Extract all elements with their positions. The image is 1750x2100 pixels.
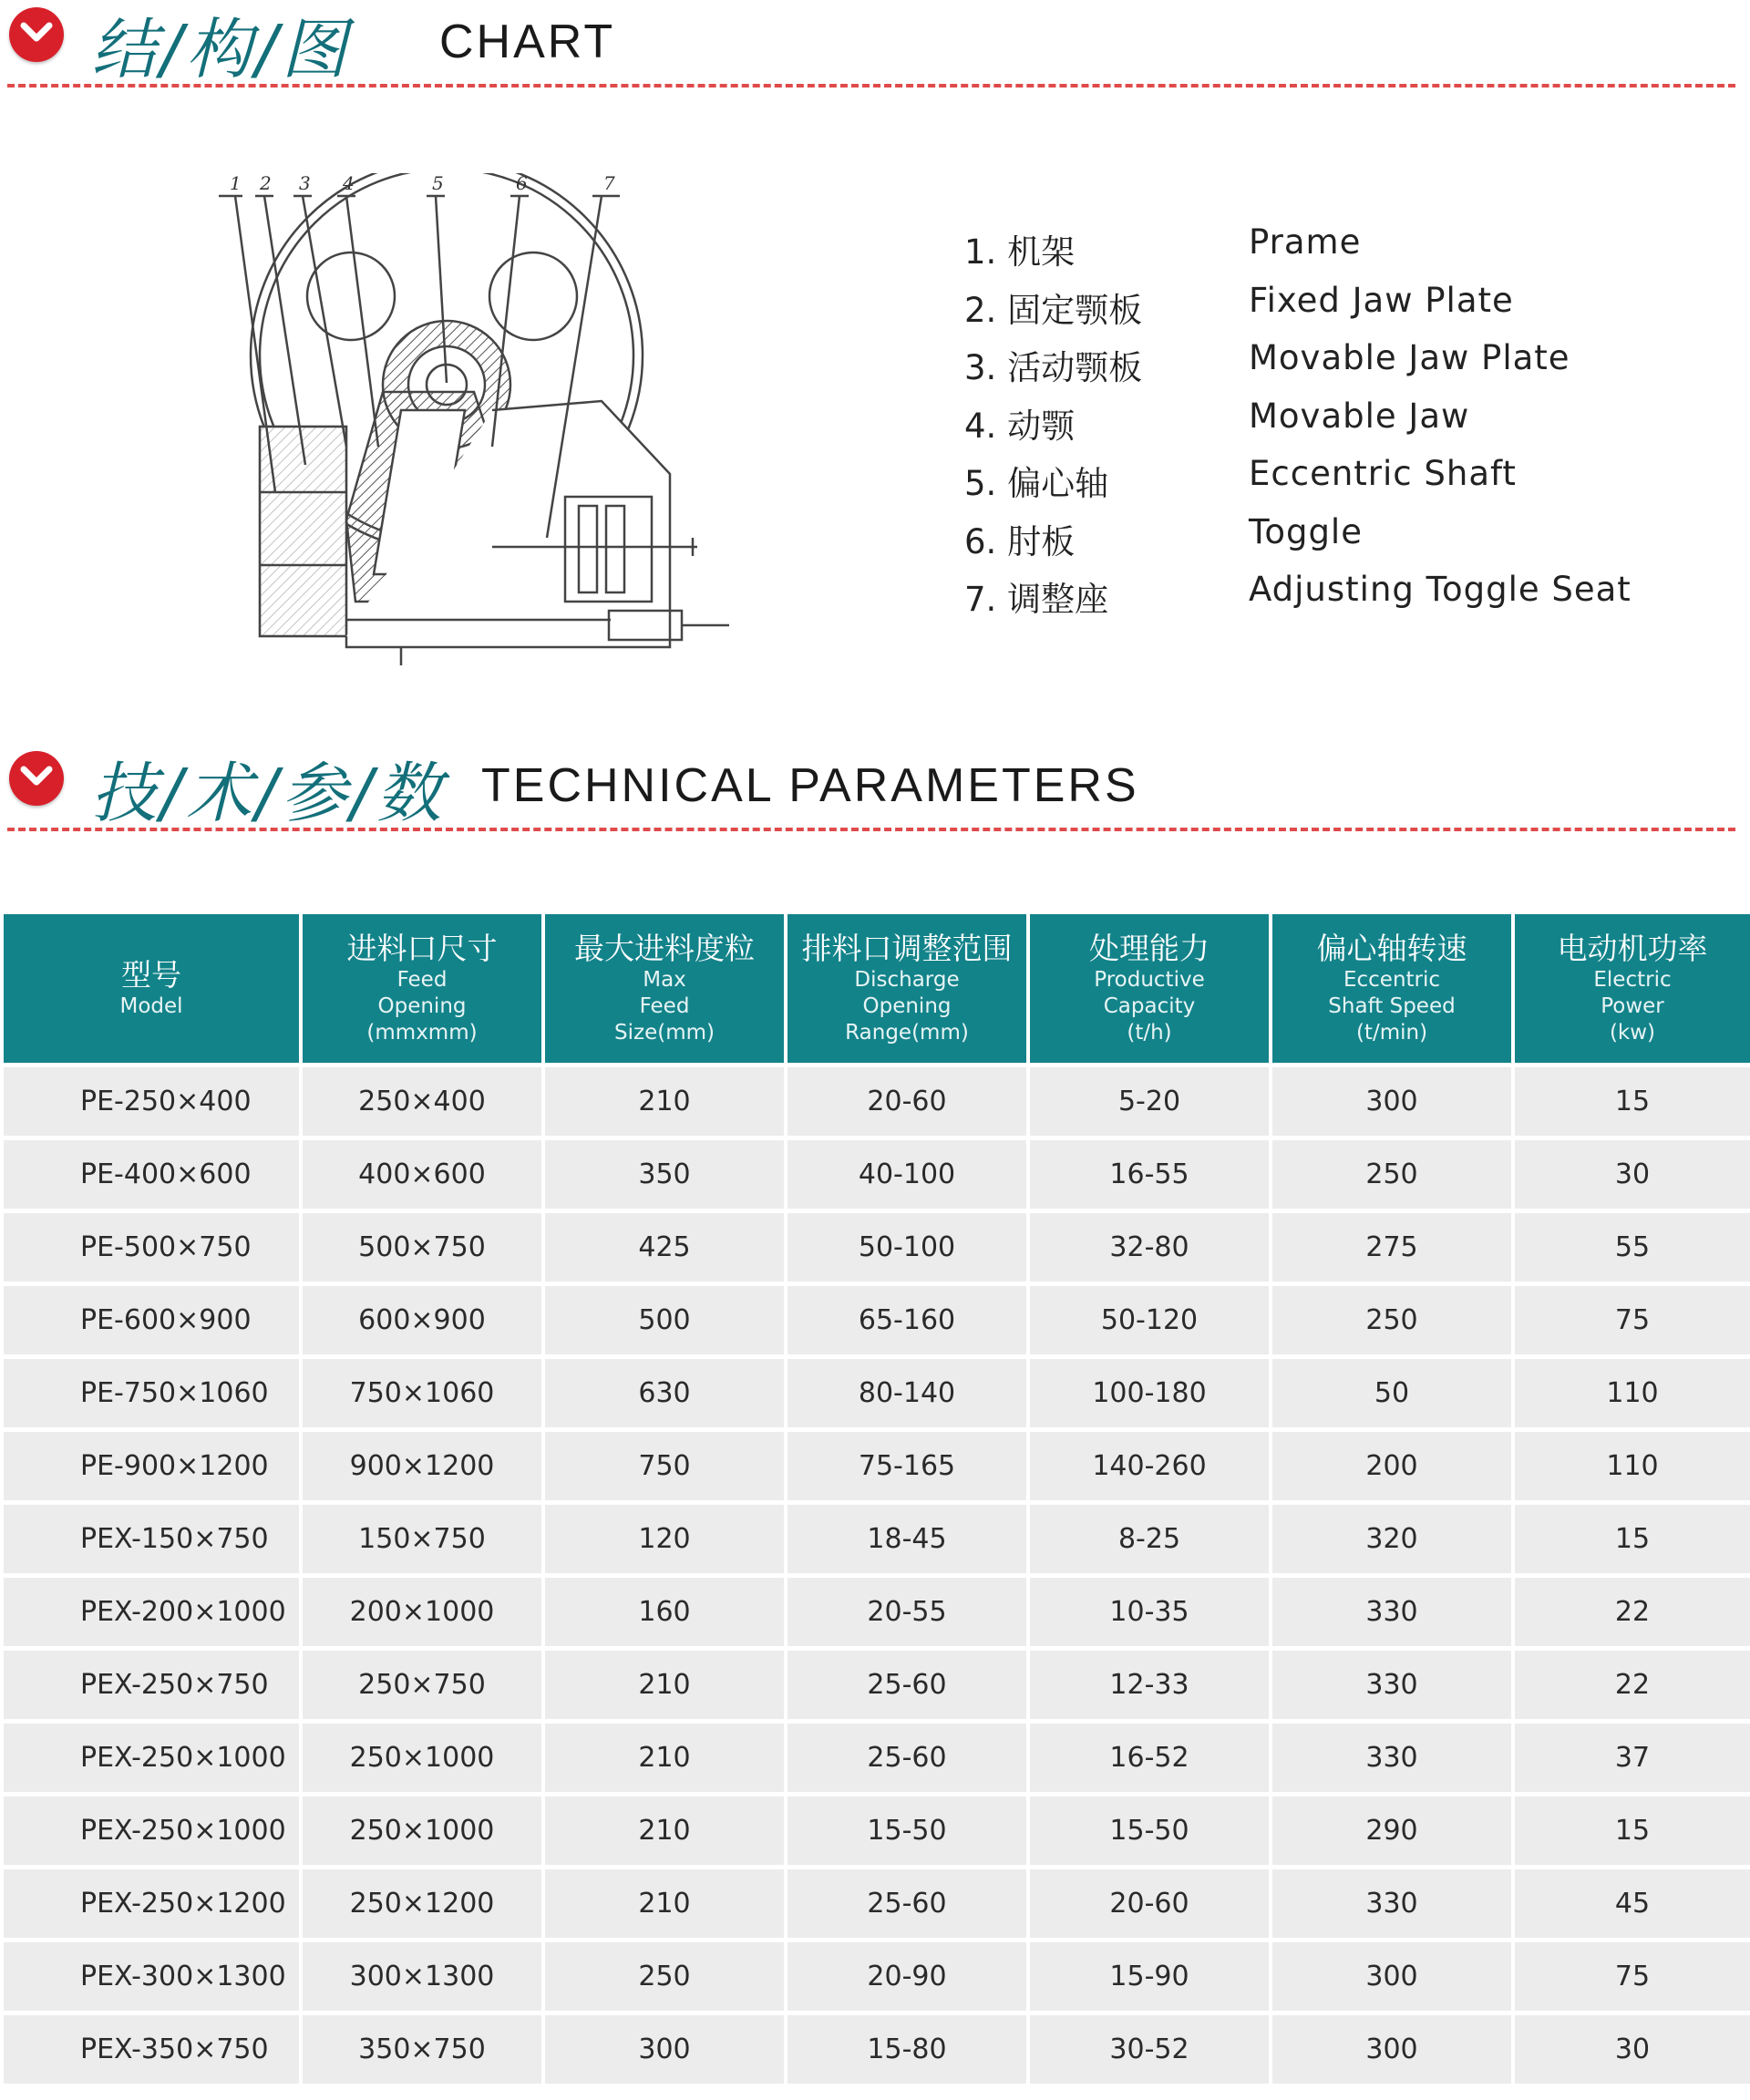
legend-label-cn: 7. 调整座 bbox=[964, 580, 1109, 619]
table-cell: 30 bbox=[1513, 1138, 1750, 1211]
table-cell: 25-60 bbox=[786, 1868, 1028, 1940]
table-row bbox=[4, 1138, 1750, 1211]
legend-item bbox=[964, 219, 1712, 277]
table-row bbox=[4, 1649, 1750, 1722]
table-cell: 32-80 bbox=[1028, 1211, 1271, 1284]
structure-title-en: CHART bbox=[439, 15, 616, 68]
dashed-divider bbox=[7, 84, 1735, 88]
table-cell: 300 bbox=[1271, 1940, 1513, 2013]
table-cell: PEX-250×1200 bbox=[4, 1868, 301, 1940]
table-cell: 20-60 bbox=[786, 1065, 1028, 1138]
column-header bbox=[1513, 914, 1750, 1065]
table-cell: 425 bbox=[543, 1211, 786, 1284]
column-header-en: Max Feed Size(mm) bbox=[614, 968, 715, 1045]
table-row bbox=[4, 1065, 1750, 1138]
column-header-cn: 偏心轴转速 bbox=[1316, 931, 1467, 966]
table-cell: 210 bbox=[543, 1868, 786, 1940]
table-row bbox=[4, 2013, 1750, 2085]
table-cell: PE-250×400 bbox=[4, 1065, 301, 1138]
table-cell: 250×1000 bbox=[301, 1795, 543, 1868]
table-cell: 160 bbox=[543, 1576, 786, 1649]
table-cell: 50-120 bbox=[1028, 1284, 1271, 1357]
callout-3: 3 bbox=[299, 173, 311, 194]
table-cell: 320 bbox=[1271, 1503, 1513, 1576]
table-cell: 55 bbox=[1513, 1211, 1750, 1284]
table-cell: 75 bbox=[1513, 1284, 1750, 1357]
table-cell: 15-50 bbox=[786, 1795, 1028, 1868]
table-cell: 15-50 bbox=[1028, 1795, 1271, 1868]
table-cell: PE-600×900 bbox=[4, 1284, 301, 1357]
column-header-cn: 排料口调整范围 bbox=[801, 931, 1013, 966]
table-cell: PEX-150×750 bbox=[4, 1503, 301, 1576]
column-header-en: Model bbox=[119, 994, 183, 1018]
table-cell: 400×600 bbox=[301, 1138, 543, 1211]
legend-label-en: Movable Jaw Plate bbox=[1249, 338, 1570, 377]
column-header-en: Discharge Opening Range(mm) bbox=[845, 968, 969, 1045]
legend-label-en: Prame bbox=[1249, 222, 1362, 262]
table-cell: 15 bbox=[1513, 1503, 1750, 1576]
table-cell: 250 bbox=[543, 1940, 786, 2013]
table-cell: PEX-200×1000 bbox=[4, 1576, 301, 1649]
table-cell: 200 bbox=[1271, 1430, 1513, 1503]
table-cell: 250×1200 bbox=[301, 1868, 543, 1940]
table-cell: 350 bbox=[543, 1138, 786, 1211]
table-cell: 300 bbox=[1271, 2013, 1513, 2085]
table-row bbox=[4, 1868, 1750, 1940]
legend-label-en: Eccentric Shaft bbox=[1249, 454, 1517, 493]
table-cell: 250×750 bbox=[301, 1649, 543, 1722]
legend-label-cn: 6. 肘板 bbox=[964, 521, 1076, 561]
table-cell: PE-500×750 bbox=[4, 1211, 301, 1284]
legend-label-en: Adjusting Toggle Seat bbox=[1249, 570, 1632, 609]
table-cell: 330 bbox=[1271, 1868, 1513, 1940]
table-cell: 330 bbox=[1271, 1649, 1513, 1722]
table-row bbox=[4, 1430, 1750, 1503]
table-row bbox=[4, 1503, 1750, 1576]
table-cell: 30-52 bbox=[1028, 2013, 1271, 2085]
table-cell: 50-100 bbox=[786, 1211, 1028, 1284]
callout-6: 6 bbox=[516, 173, 528, 194]
legend-item bbox=[964, 450, 1712, 509]
table-cell: 22 bbox=[1513, 1576, 1750, 1649]
params-title-cn: 技/术/参/数 bbox=[91, 755, 446, 831]
callout-7: 7 bbox=[603, 173, 615, 194]
table-cell: 25-60 bbox=[786, 1649, 1028, 1722]
column-header-cn: 最大进料度粒 bbox=[574, 931, 755, 966]
table-cell: 110 bbox=[1513, 1430, 1750, 1503]
table-cell: 300 bbox=[1271, 1065, 1513, 1138]
table-cell: 37 bbox=[1513, 1722, 1750, 1795]
callout-5: 5 bbox=[432, 173, 444, 194]
table-cell: 15-80 bbox=[786, 2013, 1028, 2085]
table-cell: 300 bbox=[543, 2013, 786, 2085]
table-cell: 8-25 bbox=[1028, 1503, 1271, 1576]
legend-item bbox=[964, 277, 1712, 335]
column-header-cn: 处理能力 bbox=[1089, 931, 1210, 966]
dashed-divider bbox=[7, 828, 1735, 831]
table-cell: 210 bbox=[543, 1065, 786, 1138]
table-cell: 110 bbox=[1513, 1357, 1750, 1430]
legend-label-cn: 3. 活动颚板 bbox=[964, 348, 1143, 387]
table-cell: PE-750×1060 bbox=[4, 1357, 301, 1430]
column-header bbox=[786, 914, 1028, 1065]
column-header-cn: 型号 bbox=[121, 957, 181, 993]
table-cell: 250×1000 bbox=[301, 1722, 543, 1795]
table-row bbox=[4, 1357, 1750, 1430]
table-cell: 200×1000 bbox=[301, 1576, 543, 1649]
table-cell: 20-90 bbox=[786, 1940, 1028, 2013]
table-cell: 22 bbox=[1513, 1649, 1750, 1722]
table-cell: 150×750 bbox=[301, 1503, 543, 1576]
table-cell: 20-55 bbox=[786, 1576, 1028, 1649]
table-cell: 210 bbox=[543, 1722, 786, 1795]
table-cell: 600×900 bbox=[301, 1284, 543, 1357]
legend-item bbox=[964, 393, 1712, 451]
callout-1: 1 bbox=[230, 173, 242, 194]
structure-title-cn: 结/构/图 bbox=[91, 11, 351, 88]
column-header bbox=[543, 914, 786, 1065]
table-cell: 16-52 bbox=[1028, 1722, 1271, 1795]
table-cell: 15-90 bbox=[1028, 1940, 1271, 2013]
table-cell: 40-100 bbox=[786, 1138, 1028, 1211]
legend-label-en: Fixed Jaw Plate bbox=[1249, 280, 1514, 320]
params-title-en: TECHNICAL PARAMETERS bbox=[481, 759, 1139, 812]
table-cell: 290 bbox=[1271, 1795, 1513, 1868]
table-cell: 330 bbox=[1271, 1722, 1513, 1795]
technical-parameters-table bbox=[4, 914, 1750, 2084]
table-cell: PE-900×1200 bbox=[4, 1430, 301, 1503]
table-cell: 10-35 bbox=[1028, 1576, 1271, 1649]
table-cell: 330 bbox=[1271, 1576, 1513, 1649]
table-row bbox=[4, 1284, 1750, 1357]
table-row bbox=[4, 1211, 1750, 1284]
legend-label-en: Toggle bbox=[1249, 511, 1363, 551]
chevron-down-icon bbox=[9, 751, 64, 806]
table-cell: 500 bbox=[543, 1284, 786, 1357]
column-header-en: Productive Capacity (t/h) bbox=[1094, 968, 1205, 1045]
table-cell: 25-60 bbox=[786, 1722, 1028, 1795]
structure-section-header bbox=[0, 0, 1750, 100]
table-cell: 275 bbox=[1271, 1211, 1513, 1284]
table-row bbox=[4, 1795, 1750, 1868]
table-cell: 80-140 bbox=[786, 1357, 1028, 1430]
legend-label-cn: 5. 偏心轴 bbox=[964, 464, 1109, 503]
table-cell: 15 bbox=[1513, 1795, 1750, 1868]
column-header bbox=[4, 914, 301, 1065]
table-cell: 50 bbox=[1271, 1357, 1513, 1430]
table-cell: PEX-300×1300 bbox=[4, 1940, 301, 2013]
chevron-down-icon bbox=[9, 7, 64, 62]
column-header bbox=[1028, 914, 1271, 1065]
table-cell: 18-45 bbox=[786, 1503, 1028, 1576]
table-cell: PEX-250×1000 bbox=[4, 1795, 301, 1868]
table-cell: 140-260 bbox=[1028, 1430, 1271, 1503]
table-cell: 250 bbox=[1271, 1138, 1513, 1211]
table-cell: 300×1300 bbox=[301, 1940, 543, 2013]
jaw-crusher-diagram bbox=[219, 173, 747, 665]
table-cell: PE-400×600 bbox=[4, 1138, 301, 1211]
table-cell: 250×400 bbox=[301, 1065, 543, 1138]
table-cell: 45 bbox=[1513, 1868, 1750, 1940]
table-cell: 75-165 bbox=[786, 1430, 1028, 1503]
column-header-en: Electric Power (kw) bbox=[1593, 968, 1672, 1045]
legend-label-en: Movable Jaw bbox=[1249, 396, 1470, 436]
column-header-en: Feed Opening (mmxmm) bbox=[366, 968, 478, 1045]
table-cell: 210 bbox=[543, 1649, 786, 1722]
legend-item bbox=[964, 335, 1712, 393]
table-cell: PEX-250×750 bbox=[4, 1649, 301, 1722]
table-row bbox=[4, 1576, 1750, 1649]
column-header bbox=[1271, 914, 1513, 1065]
table-cell: 750×1060 bbox=[301, 1357, 543, 1430]
table-cell: 20-60 bbox=[1028, 1868, 1271, 1940]
table-cell: 750 bbox=[543, 1430, 786, 1503]
column-header bbox=[301, 914, 543, 1065]
table-cell: 16-55 bbox=[1028, 1138, 1271, 1211]
table-cell: 250 bbox=[1271, 1284, 1513, 1357]
legend-label-cn: 1. 机架 bbox=[964, 232, 1076, 272]
table-cell: 15 bbox=[1513, 1065, 1750, 1138]
table-cell: 350×750 bbox=[301, 2013, 543, 2085]
column-header-en: Eccentric Shaft Speed (t/min) bbox=[1328, 968, 1456, 1045]
table-cell: PEX-250×1000 bbox=[4, 1722, 301, 1795]
callout-4: 4 bbox=[343, 173, 355, 194]
table-cell: 30 bbox=[1513, 2013, 1750, 2085]
legend-item bbox=[964, 566, 1712, 624]
callout-2: 2 bbox=[260, 173, 272, 194]
table-cell: 65-160 bbox=[786, 1284, 1028, 1357]
table-cell: 630 bbox=[543, 1357, 786, 1430]
column-header-cn: 进料口尺寸 bbox=[346, 931, 498, 966]
table-row bbox=[4, 1722, 1750, 1795]
params-section-header bbox=[0, 744, 1750, 844]
legend-label-cn: 2. 固定颚板 bbox=[964, 290, 1143, 330]
table-row bbox=[4, 1940, 1750, 2013]
table-cell: 12-33 bbox=[1028, 1649, 1271, 1722]
table-cell: 900×1200 bbox=[301, 1430, 543, 1503]
table-cell: 5-20 bbox=[1028, 1065, 1271, 1138]
column-header-cn: 电动机功率 bbox=[1557, 931, 1708, 966]
table-cell: 75 bbox=[1513, 1940, 1750, 2013]
legend-item bbox=[964, 509, 1712, 567]
table-header-row bbox=[4, 914, 1750, 1065]
legend-label-cn: 4. 动颚 bbox=[964, 406, 1076, 446]
parts-legend bbox=[964, 219, 1712, 624]
table-cell: PEX-350×750 bbox=[4, 2013, 301, 2085]
table-cell: 120 bbox=[543, 1503, 786, 1576]
table-cell: 500×750 bbox=[301, 1211, 543, 1284]
table-cell: 210 bbox=[543, 1795, 786, 1868]
table-cell: 100-180 bbox=[1028, 1357, 1271, 1430]
